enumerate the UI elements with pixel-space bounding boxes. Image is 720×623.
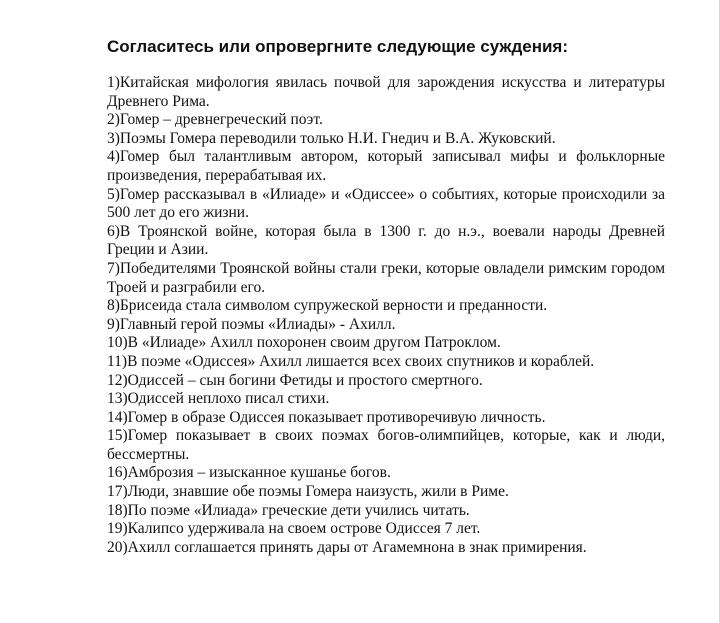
statement-3: 3)Поэмы Гомера переводили только Н.И. Гнедич и В.А. Жуковский. xyxy=(107,129,556,147)
statement-5: 5)Гомер рассказывал в «Илиаде» и «Одиссее» о событиях, которые происходили за 500 лет до его жизни. xyxy=(107,185,665,222)
statement-13: 13)Одиссей неплохо писал стихи. xyxy=(107,390,330,408)
statement-6: 6)В Троянской войне, которая была в 1300 г. до н.э., воевали народы Древней Греции и Азии. xyxy=(107,222,665,259)
statement-17: 17)Люди, знавшие обе поэмы Гомера наизусть, жили в Риме. xyxy=(107,483,509,501)
statement-16: 16)Амброзия – изысканное кушанье богов. xyxy=(107,464,391,482)
statement-18: 18)По поэме «Илиада» греческие дети учились читать. xyxy=(107,501,470,519)
document-title: Согласитесь или опровергните следующие суждения: xyxy=(107,37,569,56)
statement-4: 4)Гомер был талантливым автором, который записывал мифы и фольклорные произведения, перерабатывая их. xyxy=(107,148,665,184)
statement-10: 10)В «Илиаде» Ахилл похоронен своим другом Патроклом. xyxy=(107,334,501,352)
statement-20: 20)Ахилл соглашается принять дары от Агамемнона в знак примирения. xyxy=(107,538,587,556)
statement-9: 9)Главный герой поэмы «Илиады» - Ахилл. xyxy=(107,315,396,333)
statement-1: 1)Китайская мифология явилась почвой для зарождения искусства и литературы Древнего Рима. xyxy=(107,74,665,110)
statement-15: 15)Гомер показывает в своих поэмах богов-олимпийцев, которые, как и люди, бессмертны. xyxy=(107,427,665,463)
statement-14: 14)Гомер в образе Одиссея показывает противоречивую личность. xyxy=(107,408,546,426)
statement-12: 12)Одиссей – сын богини Фетиды и простого смертного. xyxy=(107,371,483,389)
statement-11: 11)В поэме «Одиссея» Ахилл лишается всех своих спутников и кораблей. xyxy=(107,352,595,370)
document-content xyxy=(107,36,665,557)
statement-19: 19)Калипсо удерживала на своем острове Одиссея 7 лет. xyxy=(107,520,481,538)
statement-7: 7)Победителями Троянской войны стали греки, которые овладели римским городом Троей и разграбили его. xyxy=(107,259,665,296)
statement-2: 2)Гомер – древнегреческий поэт. xyxy=(107,111,323,129)
statement-8: 8)Брисеида стала символом супружеской верности и преданности. xyxy=(107,297,548,315)
statement-list xyxy=(107,74,665,557)
